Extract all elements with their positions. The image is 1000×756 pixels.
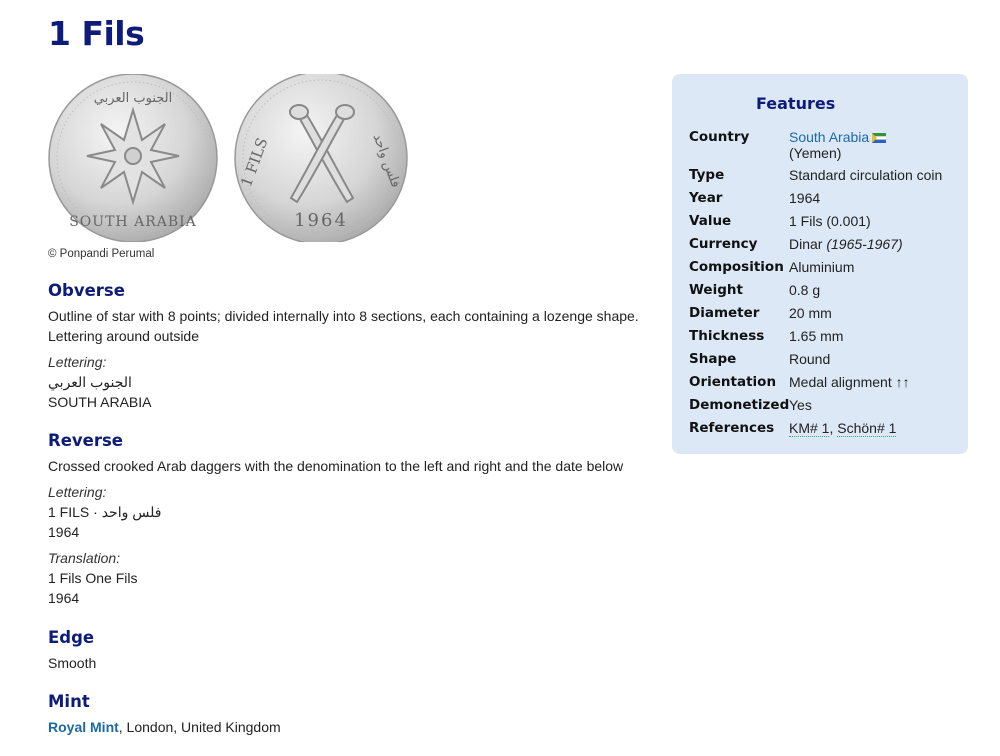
feature-key-value: Value (689, 213, 732, 229)
reverse-denomination-arabic: فلس واحد (369, 131, 403, 190)
feature-value-orientation: Medal alignment ↑↑ (789, 374, 910, 390)
reverse-lettering-line-1: 1 FILS · فلس واحد (48, 504, 162, 520)
feature-value-country-wrap (789, 129, 979, 161)
mint-link[interactable]: Royal Mint (48, 719, 119, 735)
reference-schon-link[interactable]: Schön# 1 (837, 420, 897, 436)
features-heading: Features (756, 94, 836, 113)
edge-section (48, 628, 668, 673)
feature-value-type: Standard circulation coin (789, 167, 943, 183)
reverse-description: Crossed crooked Arab daggers with the denomination to the left and right and the date below (48, 458, 624, 474)
feature-value-weight: 0.8 g (789, 282, 821, 298)
obverse-arabic-text: الجنوب العربي (93, 91, 173, 106)
feature-key-references: References (689, 420, 775, 436)
reverse-denomination-latin: 1 FILS (237, 135, 272, 190)
reverse-lettering-line-2: 1964 (48, 524, 80, 540)
feature-value-references-wrap: KM# 1, Schön# 1 (789, 420, 897, 436)
reverse-coin-image[interactable] (235, 74, 407, 242)
obverse-section (48, 281, 668, 412)
feature-value-demonetized: Yes (789, 397, 812, 413)
feature-key-orientation: Orientation (689, 374, 777, 390)
feature-value-year: 1964 (789, 190, 821, 206)
feature-key-type: Type (689, 167, 725, 183)
reference-km-link[interactable]: KM# 1 (789, 420, 830, 436)
reverse-lettering-label: Lettering: (48, 484, 107, 500)
feature-key-country: Country (689, 129, 750, 145)
obverse-latin-text: SOUTH ARABIA (69, 214, 197, 230)
image-credit: © Ponpandi Perumal (48, 248, 155, 260)
feature-key-composition: Composition (689, 259, 784, 275)
reverse-heading: Reverse (48, 431, 123, 450)
feature-key-weight: Weight (689, 282, 743, 298)
feature-key-year: Year (689, 190, 723, 206)
feature-value-diameter: 20 mm (789, 305, 832, 321)
mint-heading: Mint (48, 692, 90, 711)
feature-value-currency: Dinar (789, 236, 823, 252)
coin-images[interactable] (47, 74, 417, 242)
mint-line (48, 717, 668, 737)
reverse-translation-line-2: 1964 (48, 590, 80, 606)
reverse-section (48, 431, 668, 608)
feature-value-currency-period: (1965-1967) (826, 236, 903, 252)
edge-heading: Edge (48, 628, 95, 647)
mint-location: , London, United Kingdom (118, 719, 281, 735)
feature-value-value: 1 Fils (0.001) (789, 213, 871, 229)
feature-key-diameter: Diameter (689, 305, 760, 321)
reverse-translation-line-1: 1 Fils One Fils (48, 570, 138, 586)
feature-value-composition: Aluminium (789, 259, 855, 275)
feature-key-demonetized: Demonetized (689, 397, 790, 413)
obverse-lettering-arabic: الجنوب العربي (48, 374, 132, 390)
obverse-coin-image[interactable] (49, 74, 217, 242)
features-panel (672, 74, 968, 454)
obverse-description: Outline of star with 8 points; divided internally into 8 sections, each containing a lozenge shape. Lettering around outside (48, 308, 639, 344)
obverse-lettering-latin: SOUTH ARABIA (48, 394, 152, 410)
edge-value: Smooth (48, 655, 97, 671)
feature-value-currency-wrap (789, 236, 979, 252)
feature-key-thickness: Thickness (689, 328, 765, 344)
obverse-lettering-label: Lettering: (48, 354, 107, 370)
flag-icon (872, 133, 886, 143)
feature-key-currency: Currency (689, 236, 758, 252)
feature-value-country-extra: (Yemen) (789, 145, 842, 161)
page-title: 1 Fils (48, 14, 145, 53)
country-link[interactable]: South Arabia (789, 129, 870, 145)
feature-value-thickness: 1.65 mm (789, 328, 844, 344)
reverse-translation-label: Translation: (48, 550, 121, 566)
obverse-heading: Obverse (48, 281, 125, 300)
reverse-date: 1964 (294, 210, 348, 231)
feature-key-shape: Shape (689, 351, 737, 367)
mint-section (48, 692, 668, 737)
feature-value-shape: Round (789, 351, 831, 367)
